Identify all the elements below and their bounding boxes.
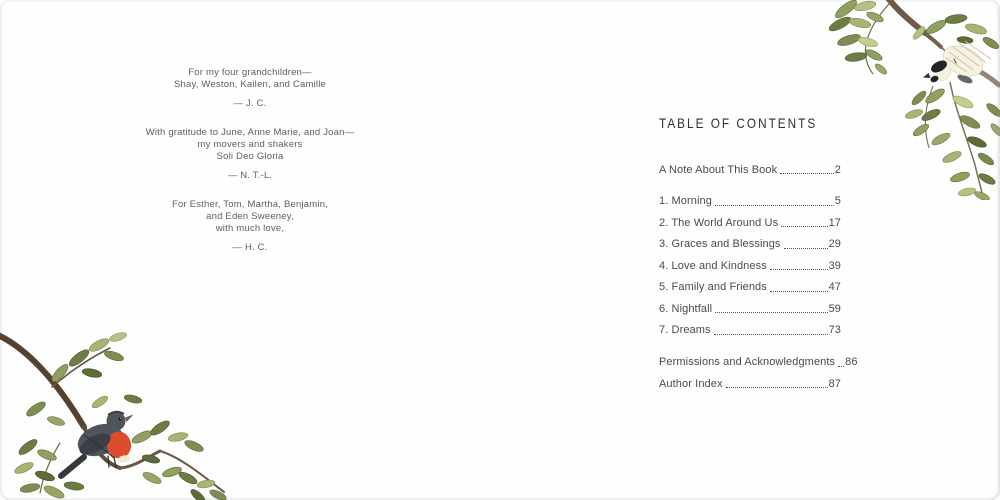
toc-entry-page: 87: [828, 377, 841, 390]
dedication-line: Shay, Weston, Kailen, and Camille: [174, 79, 326, 90]
leaf-cluster-lower-left: [13, 437, 84, 500]
toc-entry-chapter-7: [659, 316, 841, 338]
dedication-line: and Eden Sweeney,: [206, 211, 294, 222]
dedication-line: Soli Deo Gloria: [216, 151, 284, 162]
toc-entry-chapter-2: [659, 208, 841, 230]
toc-entry-page: 47: [828, 281, 841, 293]
branch-robin-illustration: [0, 325, 240, 500]
chickadee-bird: [923, 40, 999, 85]
dot-leader: [726, 387, 828, 388]
dedication-attribution: — N. T.-L.: [227, 170, 273, 181]
toc-entry-chapter-1: [659, 187, 841, 209]
toc-entry-label: Permissions and Acknowledgments: [659, 356, 836, 368]
toc-entry-page: 17: [828, 216, 841, 229]
toc-entry-label: 3. Graces and Blessings: [659, 238, 781, 250]
toc-entry-note: [659, 155, 841, 177]
toc-entry-chapter-3: [659, 230, 841, 252]
dedication-attribution: — H. C.: [232, 242, 268, 253]
dedication-page-text: [120, 67, 380, 254]
dot-leader: [781, 226, 827, 227]
red-breasted-bird: [61, 412, 134, 477]
dot-leader: [770, 269, 828, 270]
dot-leader: [780, 173, 834, 174]
toc-entry-label: Author Index: [659, 377, 723, 390]
dot-leader: [770, 291, 828, 292]
leaf-cluster-upper: [25, 331, 128, 427]
dedication-line: my movers and shakers: [197, 139, 303, 150]
leaf-cluster-upper-right: [911, 13, 1000, 51]
dedication-line: For my four grandchildren—: [188, 67, 312, 78]
dot-leader: [714, 334, 828, 335]
branch: [888, 0, 953, 58]
toc-entry-label: 5. Family and Friends: [659, 281, 767, 293]
dot-leader: [838, 366, 844, 367]
toc-entry-chapter-4: [659, 251, 841, 273]
toc-entry-page: 2: [834, 163, 841, 176]
drooping-leaf-twig: [904, 82, 1000, 200]
dot-leader: [784, 248, 828, 249]
branch: [0, 335, 224, 493]
dot-leader: [715, 205, 834, 206]
toc-entry-page: 39: [828, 259, 841, 272]
toc-entry-label: 2. The World Around Us: [659, 216, 779, 229]
toc-entry-label: 6. Nightfall: [659, 302, 713, 315]
toc-entry-chapter-5: [659, 273, 841, 295]
toc-entry-page: 59: [828, 302, 841, 315]
dedication-group-2: [120, 127, 380, 182]
dedication-line: With gratitude to June, Anne Marie, and Joan—: [145, 127, 355, 138]
toc-entry-label: 1. Morning: [659, 195, 712, 207]
toc-entry-permissions: [659, 348, 858, 370]
branch-chickadee-illustration: [815, 0, 1000, 200]
dot-leader: [715, 312, 827, 313]
dedication-group-1: [120, 67, 380, 110]
toc-entry-label: 4. Love and Kindness: [659, 259, 767, 272]
dedication-group-3: [120, 199, 380, 254]
dedication-line: For Esther, Tom, Martha, Benjamin,: [171, 199, 329, 210]
toc-entry-chapter-6: [659, 294, 841, 316]
toc-entry-label: 7. Dreams: [659, 324, 711, 336]
toc-entry-page: 5: [834, 195, 841, 207]
table-of-contents: [659, 114, 858, 391]
toc-entry-author-index: [659, 369, 841, 391]
dedication-line: with much love,: [215, 223, 285, 234]
toc-entry-page: 29: [828, 238, 841, 250]
toc-entry-page: 86: [845, 356, 858, 368]
dedication-attribution: — J. C.: [233, 98, 267, 109]
leaf-cluster-left: [827, 0, 889, 76]
toc-entry-label: A Note About This Book: [659, 163, 778, 176]
toc-title: TABLE OF CONTENTS: [659, 115, 818, 131]
toc-entry-page: 73: [828, 324, 841, 336]
leaf-cluster-right: [91, 393, 228, 500]
